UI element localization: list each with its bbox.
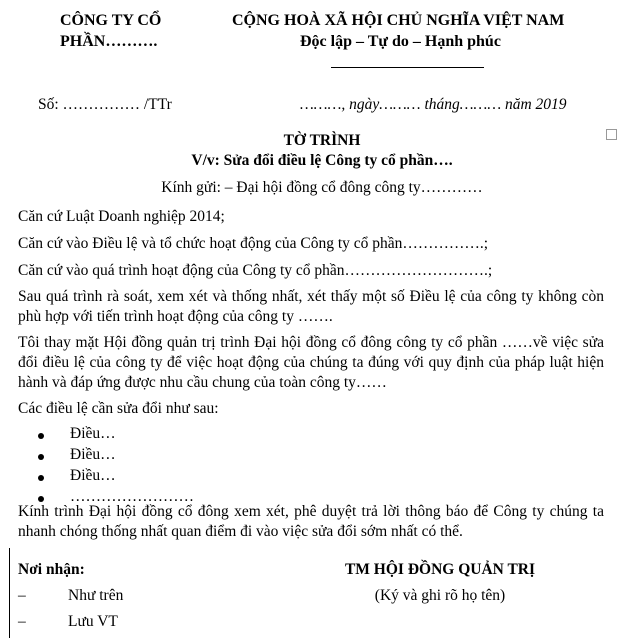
country-name: CỘNG HOÀ XÃ HỘI CHỦ NGHĨA VIỆT NAM [232,12,565,29]
document-title: TỜ TRÌNH [283,132,361,149]
paragraph-legal-basis-3: Căn cứ vào quá trình hoạt động của Công ty cổ phần……………………….; [18,262,493,279]
paragraph-legal-basis-2: Căn cứ vào Điều lệ và tổ chức hoạt động của Công ty cổ phần…………….; [18,235,489,252]
bullet-icon [38,454,44,460]
company-name-line2: PHẦN………. [60,33,158,50]
paragraph-amend-intro: Các điều lệ cần sửa đổi như sau: [18,400,219,417]
paragraph-closing: Kính trình Đại hội đồng cổ đông xem xét, phê duyệt trả lời thông báo để Công ty chúng ta nhanh chóng thống nhất quan điểm đi vào việc sửa đổi sớm nhất có thể. [18,503,604,540]
list-item: Điều… [70,446,116,463]
signer-note: (Ký và ghi rõ họ tên) [374,587,506,604]
margin-line [9,548,10,638]
document-date: ………, ngày……… tháng……… năm 2019 [300,96,567,113]
document-number: Số: …………… /TTr [38,96,172,113]
company-name-line1: CÔNG TY CỔ [60,12,162,29]
signer-title: TM HỘI ĐỒNG QUẢN TRỊ [344,561,536,578]
bullet-icon [38,475,44,481]
paragraph-proposal: Tôi thay mặt Hội đồng quản trị trình Đại hội đồng cổ đông công ty cổ phần ……về việc sửa đổi điều lệ của công ty để việc hoạt động của chúng ta đúng với quy định của pháp luật hiện hành và đáp ứng được nhu cầu chung của toàn công ty…… [18,334,604,391]
recipient-line: Kính gửi: – Đại hội đồng cổ đông công ty………… [161,179,483,196]
recipient-item: Lưu VT [68,613,118,630]
recipients-label: Nơi nhận: [18,561,85,578]
document-subject: V/v: Sửa đổi điều lệ Công ty cổ phần…. [191,152,453,169]
list-item: Điều… [70,467,116,484]
motto-underline [331,67,484,68]
paragraph-legal-basis-1: Căn cứ Luật Doanh nghiệp 2014; [18,208,225,225]
list-item: …………………… [70,488,194,505]
paragraph-review: Sau quá trình rà soát, xem xét và thống nhất, xét thấy một số Điều lệ của công ty không còn phù hợp với tiến trình hoạt động của công ty ……. [18,288,604,325]
list-item: Điều… [70,425,116,442]
recipient-item: Như trên [68,587,124,604]
recipient-dash: – [18,613,26,630]
bullet-icon [38,433,44,439]
recipient-dash: – [18,587,26,604]
national-motto: Độc lập – Tự do – Hạnh phúc [300,33,501,50]
checkbox-icon[interactable] [606,129,617,140]
